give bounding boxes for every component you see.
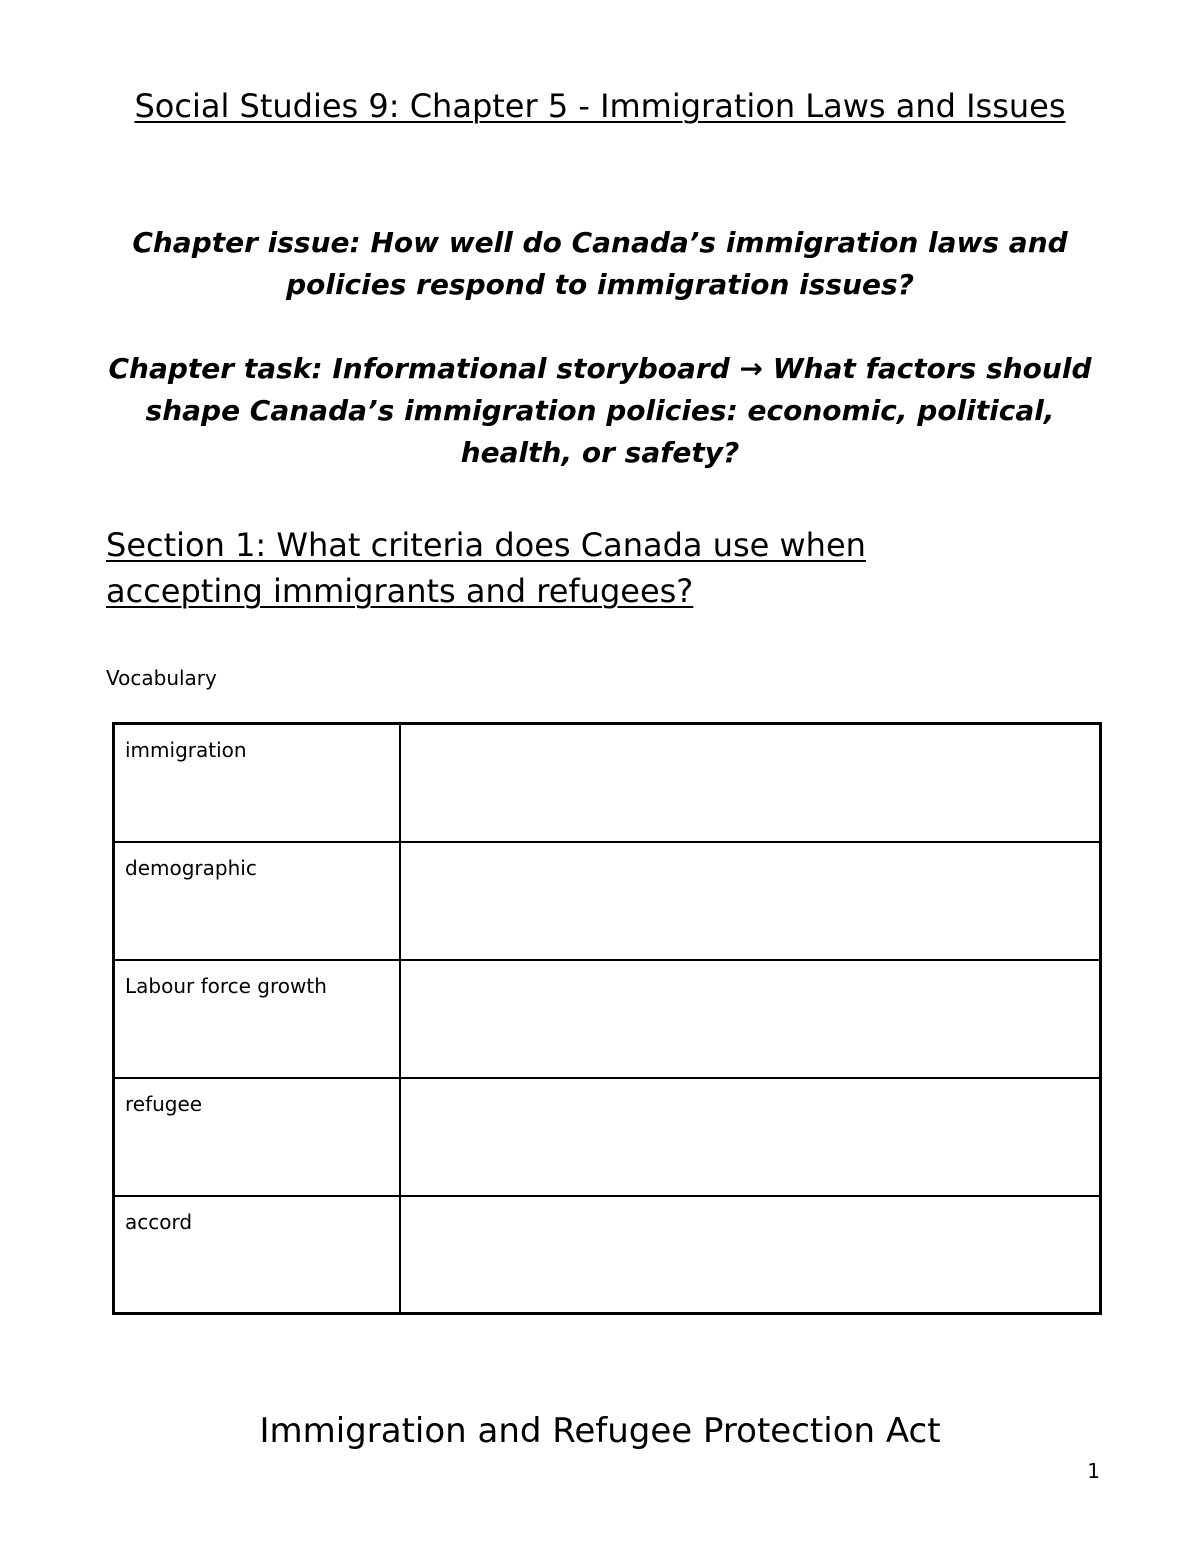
vocab-definition-cell[interactable]: [400, 724, 1101, 842]
table-row: [114, 1196, 1101, 1314]
document-title: Social Studies 9: Chapter 5 - Immigration Laws and Issues: [134, 87, 1066, 125]
chapter-task: Chapter task: Informational storyboard → What factors should shape Canada’s immigration policies: economic, political, health, or safety?: [108, 352, 1092, 469]
vocab-definition-cell[interactable]: [400, 842, 1101, 960]
act-heading: Immigration and Refugee Protection Act: [259, 1411, 941, 1451]
page-number: 1: [1087, 1459, 1100, 1483]
table-row: [114, 842, 1101, 960]
vocab-definition-cell[interactable]: [400, 960, 1101, 1078]
vocab-term: refugee: [114, 1078, 400, 1196]
table-row: [114, 1078, 1101, 1196]
vocabulary-label: Vocabulary: [106, 666, 217, 690]
vocab-definition-cell[interactable]: [400, 1196, 1101, 1314]
vocab-definition-cell[interactable]: [400, 1078, 1101, 1196]
vocab-term: demographic: [114, 842, 400, 960]
vocab-term: immigration: [114, 724, 400, 842]
section-1-heading: Section 1: What criteria does Canada use when accepting immigrants and refugees?: [106, 526, 866, 610]
chapter-issue: Chapter issue: How well do Canada’s immigration laws and policies respond to immigration issues?: [132, 226, 1068, 301]
vocabulary-table: [112, 722, 1102, 1315]
vocab-term: accord: [114, 1196, 400, 1314]
vocab-term: Labour force growth: [114, 960, 400, 1078]
table-row: [114, 724, 1101, 842]
table-row: [114, 960, 1101, 1078]
